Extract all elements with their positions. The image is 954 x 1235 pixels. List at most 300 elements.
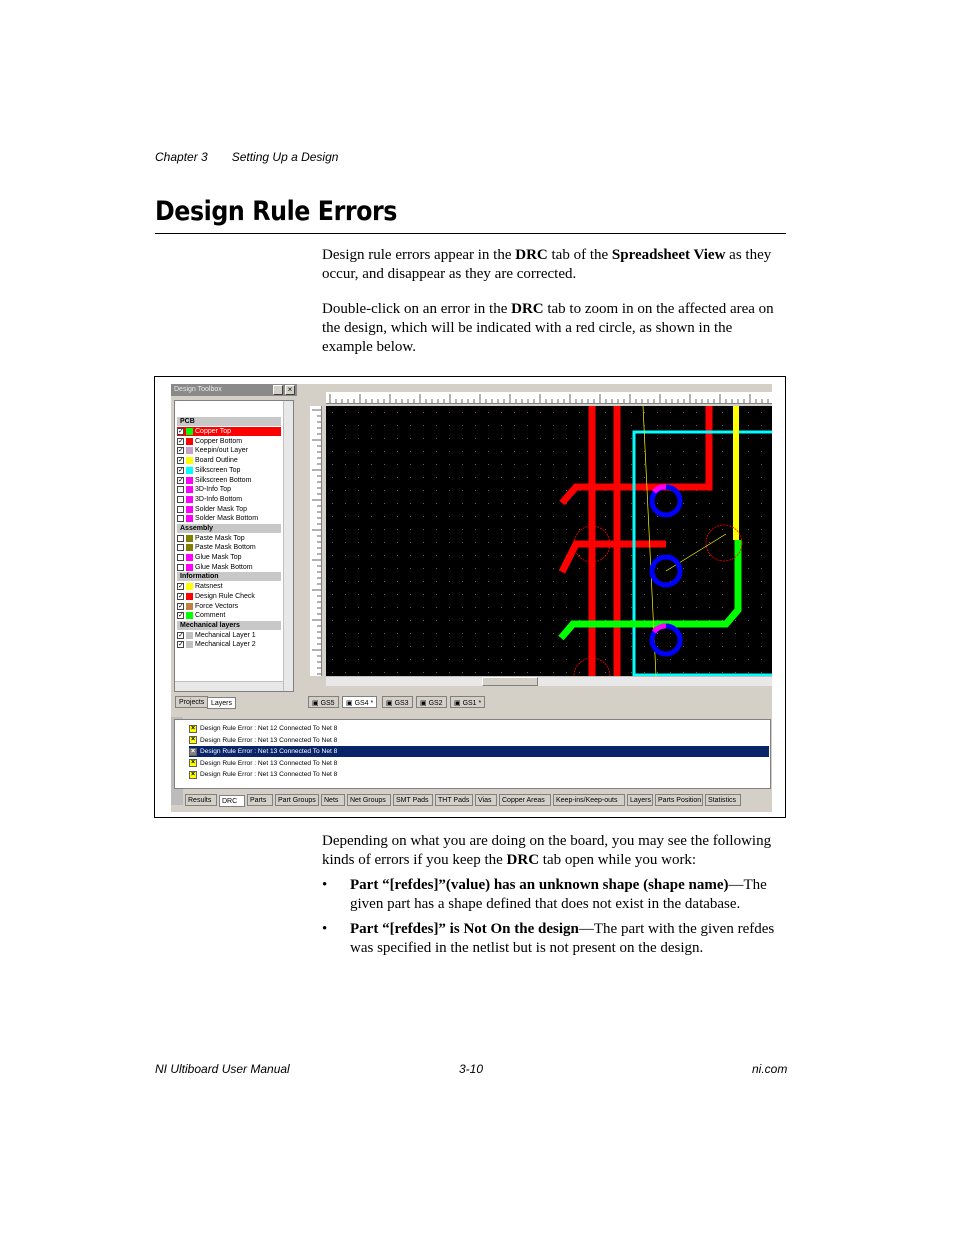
toolbox-pin-button[interactable]: [273, 385, 283, 395]
drc-error-row[interactable]: [189, 769, 769, 780]
grid-dot: [358, 555, 359, 556]
layer-visibility-checkbox[interactable]: ✓: [178, 428, 184, 436]
grid-dot: [761, 451, 762, 452]
grid-dot: [683, 529, 684, 530]
layer-row[interactable]: [177, 563, 281, 573]
grid-dot: [657, 516, 658, 517]
layer-row[interactable]: [177, 543, 281, 553]
grid-dot: [605, 451, 606, 452]
grid-dot: [644, 594, 645, 595]
grid-dot: [540, 594, 541, 595]
grid-dot: [761, 620, 762, 621]
grid-dot: [423, 438, 424, 439]
grid-dot: [709, 568, 710, 569]
grid-dot: [410, 633, 411, 634]
grid-dot: [553, 542, 554, 543]
sheet-tab-copper-areas[interactable]: Copper Areas: [499, 794, 551, 806]
layer-visibility-checkbox[interactable]: ✓: [178, 612, 184, 620]
design-tab[interactable]: [416, 696, 447, 708]
grid-dot: [748, 464, 749, 465]
grid-dot: [527, 425, 528, 426]
layer-row[interactable]: [177, 592, 281, 602]
scroll-thumb[interactable]: [482, 677, 538, 686]
layer-visibility-checkbox[interactable]: ✓: [178, 592, 184, 600]
layer-row[interactable]: [177, 553, 281, 563]
grid-dot: [527, 659, 528, 660]
footer-page-number: 3-10: [459, 1062, 484, 1076]
layer-visibility-checkbox[interactable]: [177, 564, 184, 571]
grid-dot: [527, 594, 528, 595]
grid-dot: [384, 672, 385, 673]
grid-dot: [449, 581, 450, 582]
grid-dot: [410, 490, 411, 491]
grid-dot: [475, 542, 476, 543]
grid-dot: [644, 529, 645, 530]
grid-dot: [722, 542, 723, 543]
grid-dot: [566, 607, 567, 608]
layer-visibility-checkbox[interactable]: ✓: [178, 447, 184, 455]
grid-dot: [566, 464, 567, 465]
grid-dot: [722, 477, 723, 478]
layer-row[interactable]: [177, 582, 281, 592]
grid-dot: [631, 646, 632, 647]
text-run: Design rule errors appear in the: [322, 247, 516, 263]
canvas-hscrollbar[interactable]: [326, 676, 772, 686]
grid-dot: [397, 633, 398, 634]
drc-error-icon: ×: [190, 770, 196, 778]
grid-dot: [553, 529, 554, 530]
grid-dot: [748, 490, 749, 491]
grid-dot: [631, 477, 632, 478]
grid-dot: [436, 516, 437, 517]
layer-row[interactable]: [177, 446, 281, 456]
design-tab[interactable]: [342, 696, 377, 708]
grid-dot: [475, 529, 476, 530]
grid-dot: [397, 503, 398, 504]
grid-dot: [709, 659, 710, 660]
grid-dot: [423, 412, 424, 413]
grid-dot: [501, 490, 502, 491]
grid-dot: [527, 516, 528, 517]
sheet-tab-part-groups[interactable]: Part Groups: [275, 794, 319, 806]
grid-dot: [332, 425, 333, 426]
layer-row[interactable]: [177, 611, 281, 621]
grid-dot: [657, 633, 658, 634]
grid-dot: [722, 672, 723, 673]
grid-dot: [670, 451, 671, 452]
layer-color-swatch: [186, 632, 193, 639]
grid-dot: [397, 412, 398, 413]
grid-dot: [332, 516, 333, 517]
grid-dot: [449, 503, 450, 504]
grid-dot: [527, 568, 528, 569]
grid-dot: [553, 438, 554, 439]
pcb-board-view[interactable]: [326, 406, 772, 676]
drc-error-text: Design Rule Error : Net 13 Connected To Net 8: [200, 736, 338, 744]
grid-dot: [449, 412, 450, 413]
grid-dot: [436, 490, 437, 491]
sheet-tab-parts-position[interactable]: Parts Position: [655, 794, 703, 806]
grid-dot: [332, 477, 333, 478]
grid-dot: [761, 529, 762, 530]
grid-dot: [527, 490, 528, 491]
grid-dot: [605, 594, 606, 595]
layer-row[interactable]: [177, 630, 281, 640]
grid-dot: [709, 607, 710, 608]
grid-dot: [553, 672, 554, 673]
grid-dot: [436, 438, 437, 439]
grid-dot: [384, 646, 385, 647]
grid-dot: [358, 581, 359, 582]
grid-dot: [657, 594, 658, 595]
grid-dot: [423, 633, 424, 634]
grid-dot: [722, 425, 723, 426]
layer-row[interactable]: [177, 456, 281, 466]
sheet-tab-keep-ins-keep-outs[interactable]: Keep-ins/Keep-outs: [553, 794, 625, 806]
grid-dot: [657, 438, 658, 439]
layer-visibility-checkbox[interactable]: ✓: [178, 602, 184, 610]
grid-dot: [462, 425, 463, 426]
grid-dot: [345, 438, 346, 439]
layer-visibility-checkbox[interactable]: [177, 554, 184, 561]
grid-dot: [540, 659, 541, 660]
layer-label: Copper Bottom: [195, 437, 243, 445]
grid-dot: [761, 555, 762, 556]
layer-visibility-checkbox[interactable]: [177, 515, 184, 522]
grid-dot: [696, 607, 697, 608]
grid-dot: [449, 490, 450, 491]
grid-dot: [514, 425, 515, 426]
grid-dot: [670, 529, 671, 530]
grid-dot: [696, 542, 697, 543]
layer-row[interactable]: [177, 436, 281, 446]
layer-visibility-checkbox[interactable]: ✓: [178, 466, 184, 474]
list-item: [322, 920, 786, 958]
list-item: [322, 876, 786, 914]
grid-dot: [657, 646, 658, 647]
grid-dot: [449, 516, 450, 517]
grid-dot: [540, 607, 541, 608]
grid-dot: [553, 503, 554, 504]
grid-dot: [657, 425, 658, 426]
grid-dot: [358, 464, 359, 465]
grid-dot: [332, 581, 333, 582]
grid-dot: [423, 503, 424, 504]
grid-dot: [540, 568, 541, 569]
grid-dot: [475, 646, 476, 647]
grid-dot: [527, 633, 528, 634]
grid-dot: [527, 581, 528, 582]
design-chip-icon: ▣: [386, 700, 395, 707]
grid-dot: [748, 516, 749, 517]
layer-visibility-checkbox[interactable]: [177, 496, 184, 503]
layer-row[interactable]: [177, 514, 281, 524]
grid-dot: [462, 438, 463, 439]
layer-row[interactable]: [177, 640, 281, 650]
layer-label: Mechanical Layer 1: [195, 631, 256, 639]
grid-dot: [657, 477, 658, 478]
grid-dot: [358, 503, 359, 504]
grid-dot: [488, 464, 489, 465]
grid-dot: [384, 555, 385, 556]
grid-dot: [384, 542, 385, 543]
grid-dot: [436, 555, 437, 556]
grid-dot: [657, 568, 658, 569]
layer-visibility-checkbox[interactable]: [177, 486, 184, 493]
grid-dot: [748, 646, 749, 647]
grid-dot: [488, 620, 489, 621]
grid-dot: [449, 529, 450, 530]
grid-dot: [332, 503, 333, 504]
grid-dot: [397, 607, 398, 608]
grid-dot: [527, 503, 528, 504]
layer-row[interactable]: [177, 475, 281, 485]
grid-dot: [332, 555, 333, 556]
layer-row[interactable]: [177, 495, 281, 505]
grid-dot: [397, 425, 398, 426]
grid-dot: [514, 503, 515, 504]
sheet-tab-tht-pads[interactable]: THT Pads: [435, 794, 473, 806]
design-tab[interactable]: [382, 696, 413, 708]
grid-dot: [358, 633, 359, 634]
grid-dot: [696, 659, 697, 660]
grid-dot: [384, 464, 385, 465]
grid-dot: [683, 555, 684, 556]
grid-dot: [605, 581, 606, 582]
grid-dot: [475, 503, 476, 504]
grid-dot: [709, 529, 710, 530]
sheet-tab-results[interactable]: Results: [185, 794, 217, 806]
layer-visibility-checkbox[interactable]: ✓: [178, 457, 184, 465]
grid-dot: [605, 672, 606, 673]
grid-dot: [462, 464, 463, 465]
grid-dot: [436, 646, 437, 647]
grid-dot: [423, 568, 424, 569]
grid-dot: [683, 581, 684, 582]
sheet-tab-net-groups[interactable]: Net Groups: [347, 794, 391, 806]
drc-error-row[interactable]: [189, 746, 769, 757]
grid-dot: [423, 659, 424, 660]
error-name: Part “[refdes]”(value) has an unknown shape (shape name): [350, 877, 729, 893]
sheet-tab-nets[interactable]: Nets: [321, 794, 345, 806]
grid-dot: [722, 451, 723, 452]
grid-dot: [683, 503, 684, 504]
grid-dot: [579, 594, 580, 595]
grid-dot: [709, 672, 710, 673]
grid-dot: [696, 555, 697, 556]
grid-dot: [553, 581, 554, 582]
grid-dot: [488, 503, 489, 504]
grid-dot: [475, 516, 476, 517]
grid-dot: [670, 438, 671, 439]
layer-row[interactable]: [177, 601, 281, 611]
grid-dot: [410, 581, 411, 582]
layer-visibility-checkbox[interactable]: [177, 506, 184, 513]
layer-label: Keepin/out Layer: [195, 447, 248, 455]
sheet-tab-parts[interactable]: Parts: [247, 794, 273, 806]
grid-dot: [345, 503, 346, 504]
grid-dot: [683, 594, 684, 595]
grid-dot: [475, 633, 476, 634]
sheet-tab-smt-pads[interactable]: SMT Pads: [393, 794, 433, 806]
grid-dot: [709, 594, 710, 595]
grid-dot: [696, 529, 697, 530]
grid-dot: [345, 477, 346, 478]
grid-dot: [748, 568, 749, 569]
grid-dot: [332, 542, 333, 543]
drc-error-row[interactable]: [189, 723, 769, 734]
grid-dot: [384, 607, 385, 608]
grid-dot: [579, 464, 580, 465]
horizontal-ruler: [326, 392, 772, 404]
grid-dot: [553, 620, 554, 621]
layer-visibility-checkbox[interactable]: [177, 544, 184, 551]
sheet-tab-vias[interactable]: Vias: [475, 794, 497, 806]
grid-dot: [644, 451, 645, 452]
design-tab[interactable]: [450, 696, 485, 708]
grid-dot: [670, 672, 671, 673]
layer-visibility-checkbox[interactable]: ✓: [178, 476, 184, 484]
grid-dot: [657, 659, 658, 660]
design-tab[interactable]: [308, 696, 339, 708]
grid-dot: [605, 529, 606, 530]
layer-label: Paste Mask Bottom: [195, 544, 256, 552]
grid-dot: [397, 477, 398, 478]
grid-dot: [540, 451, 541, 452]
grid-dot: [358, 451, 359, 452]
layer-visibility-checkbox[interactable]: ✓: [178, 641, 184, 649]
grid-dot: [410, 425, 411, 426]
grid-dot: [722, 568, 723, 569]
intro-paragraph-1: [322, 246, 786, 284]
layer-visibility-checkbox[interactable]: ✓: [178, 631, 184, 639]
layer-visibility-checkbox[interactable]: [177, 535, 184, 542]
grid-dot: [488, 529, 489, 530]
grid-dot: [462, 412, 463, 413]
grid-dot: [501, 646, 502, 647]
grid-dot: [423, 581, 424, 582]
grid-dot: [449, 464, 450, 465]
grid-dot: [371, 490, 372, 491]
grid-dot: [761, 542, 762, 543]
layer-row[interactable]: [177, 533, 281, 543]
layer-row[interactable]: [177, 485, 281, 495]
layers-scrollbar[interactable]: [283, 401, 293, 691]
grid-dot: [423, 464, 424, 465]
grid-dot: [748, 451, 749, 452]
grid-dot: [514, 607, 515, 608]
grid-dot: [462, 672, 463, 673]
grid-dot: [423, 646, 424, 647]
grid-dot: [540, 425, 541, 426]
design-tab-label: GS3: [394, 700, 409, 707]
grid-dot: [527, 477, 528, 478]
grid-dot: [358, 412, 359, 413]
grid-dot: [488, 477, 489, 478]
grid-dot: [735, 646, 736, 647]
layers-hscrollbar[interactable]: [175, 681, 283, 691]
grid-dot: [475, 490, 476, 491]
layer-color-swatch: [186, 477, 193, 484]
grid-dot: [631, 464, 632, 465]
layer-color-swatch: [186, 564, 193, 571]
grid-dot: [748, 633, 749, 634]
grid-dot: [553, 659, 554, 660]
drc-error-icon: ×: [190, 724, 196, 732]
layer-row[interactable]: [177, 466, 281, 476]
grid-dot: [436, 412, 437, 413]
grid-dot: [722, 594, 723, 595]
grid-dot: [358, 425, 359, 426]
layer-label: Silkscreen Top: [195, 466, 241, 474]
drc-error-row[interactable]: [189, 758, 769, 769]
grid-dot: [605, 438, 606, 439]
grid-dot: [670, 503, 671, 504]
grid-dot: [475, 568, 476, 569]
title-rule: [155, 233, 786, 234]
sheet-tab-statistics[interactable]: Statistics: [705, 794, 741, 806]
grid-dot: [371, 607, 372, 608]
text-run: Double-click on an error in the: [322, 301, 512, 317]
grid-dot: [332, 451, 333, 452]
grid-dot: [501, 451, 502, 452]
grid-dot: [683, 672, 684, 673]
grid-dot: [371, 542, 372, 543]
grid-dot: [345, 451, 346, 452]
grid-dot: [410, 555, 411, 556]
sheet-tab-drc[interactable]: DRC: [219, 795, 245, 807]
layer-row[interactable]: [177, 504, 281, 514]
layer-color-swatch: [186, 641, 193, 648]
grid-dot: [748, 425, 749, 426]
grid-dot: [696, 477, 697, 478]
grid-dot: [579, 477, 580, 478]
grid-dot: [566, 529, 567, 530]
grid-dot: [540, 412, 541, 413]
grid-dot: [475, 659, 476, 660]
grid-dot: [384, 529, 385, 530]
grid-dot: [683, 542, 684, 543]
tab-layers[interactable]: Layers: [207, 697, 236, 709]
toolbox-close-button[interactable]: ×: [285, 385, 295, 395]
grid-dot: [514, 490, 515, 491]
grid-dot: [501, 633, 502, 634]
grid-dot: [683, 438, 684, 439]
grid-dot: [514, 451, 515, 452]
text-run: tab open while you work:: [539, 852, 697, 868]
grid-dot: [436, 425, 437, 426]
grid-dot: [540, 542, 541, 543]
grid-dot: [631, 659, 632, 660]
layer-row[interactable]: [177, 427, 281, 437]
sheet-tab-layers[interactable]: Layers: [627, 794, 653, 806]
layer-color-swatch: [186, 515, 193, 522]
grid-dot: [605, 412, 606, 413]
layer-visibility-checkbox[interactable]: ✓: [178, 437, 184, 445]
drc-error-row[interactable]: [189, 735, 769, 746]
grid-dot: [761, 438, 762, 439]
grid-dot: [709, 633, 710, 634]
layer-visibility-checkbox[interactable]: ✓: [178, 583, 184, 591]
grid-dot: [566, 581, 567, 582]
grid-dot: [540, 477, 541, 478]
grid-dot: [579, 581, 580, 582]
layer-color-swatch: [186, 593, 193, 600]
tab-projects[interactable]: Projects: [175, 696, 208, 708]
grid-dot: [332, 464, 333, 465]
grid-dot: [644, 555, 645, 556]
grid-dot: [462, 607, 463, 608]
